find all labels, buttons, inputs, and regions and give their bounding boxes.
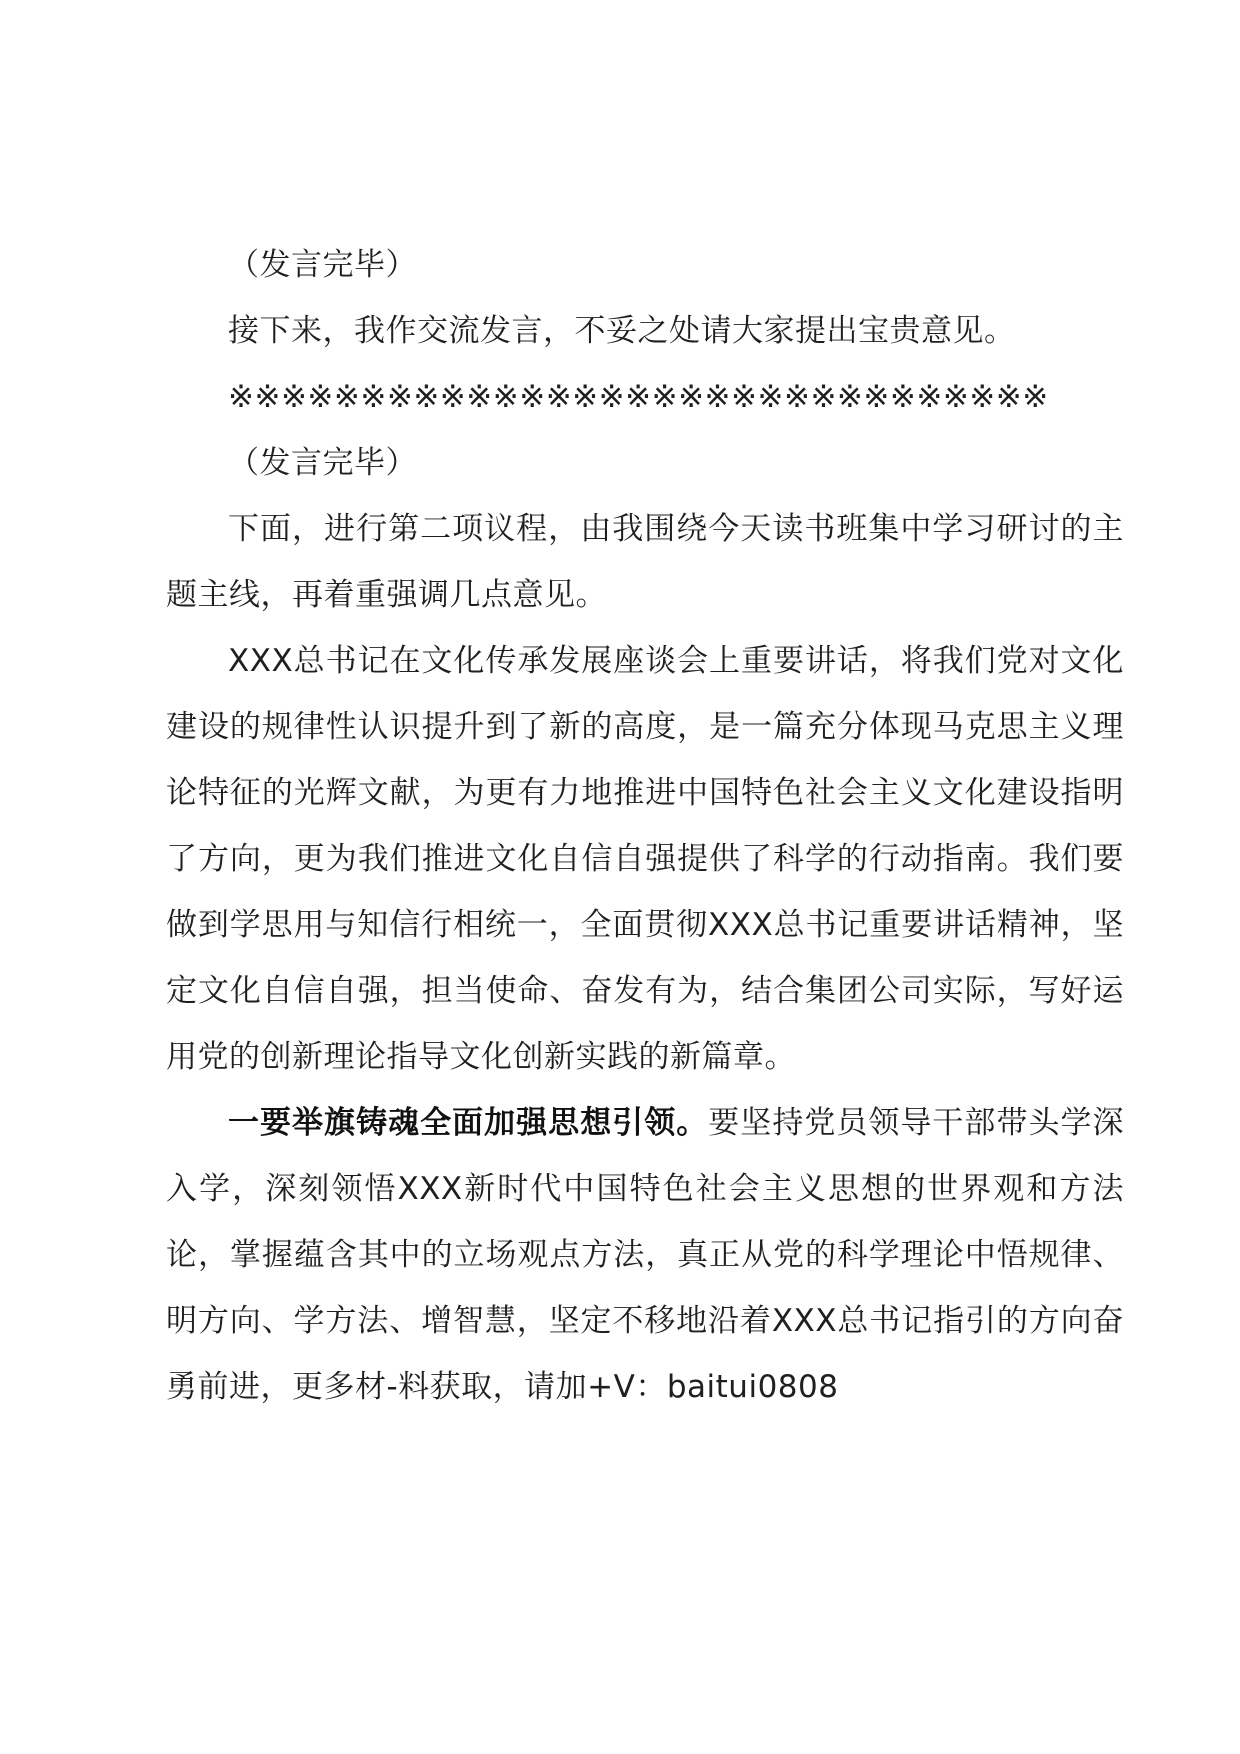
point-heading: 一要举旗铸魂全面加强思想引领。: [228, 1105, 709, 1141]
paragraph-speech-end-2: [166, 430, 1124, 496]
paragraph-exchange-intro: [166, 298, 1124, 364]
paragraph-text: XXX总书记在文化传承发展座谈会上重要讲话，将我们党对文化建设的规律性认识提升到了新的高度，是一篇充分体现马克思主义理论特征的光辉文献，为更有力地推进中国特色社会主义文化建设指明了方向，更为我们推进文化自信自强提供了科学的行动指南。我们要做到学思用与知信行相统一，全面贯彻XXX总书记重要讲话精神，坚定文化自信自强，担当使命、奋发有为，结合集团公司实际，写好运用党的创新理论指导文化创新实践的新篇章。: [166, 643, 1124, 1075]
paragraph-speech-end-1: [166, 232, 1124, 298]
separator-text: ※※※※※※※※※※※※※※※※※※※※※※※※※※※※※※※: [228, 379, 1049, 415]
paragraph-text: （发言完毕）: [228, 445, 417, 481]
paragraph-point-one: [166, 1090, 1124, 1420]
paragraph-text: （发言完毕）: [228, 247, 417, 283]
paragraph-text: 下面，进行第二项议程，由我围绕今天读书班集中学习研讨的主题主线，再着重强调几点意见。: [166, 511, 1124, 613]
paragraph-second-agenda: [166, 496, 1124, 628]
paragraph-speech-summary: [166, 628, 1124, 1090]
document-body: [166, 232, 1124, 1420]
paragraph-separator: [166, 364, 1124, 430]
paragraph-text: 接下来，我作交流发言，不妥之处请大家提出宝贵意见。: [228, 313, 1016, 349]
paragraph-text: 要坚持党员领导干部带头学深入学，深刻领悟XXX新时代中国特色社会主义思想的世界观和方法论，掌握蕴含其中的立场观点方法，真正从党的科学理论中悟规律、明方向、学方法、增智慧，坚定不移地沿着XXX总书记指引的方向奋勇前进，更多材-料获取，请加+V：baitui0808: [166, 1105, 1125, 1405]
